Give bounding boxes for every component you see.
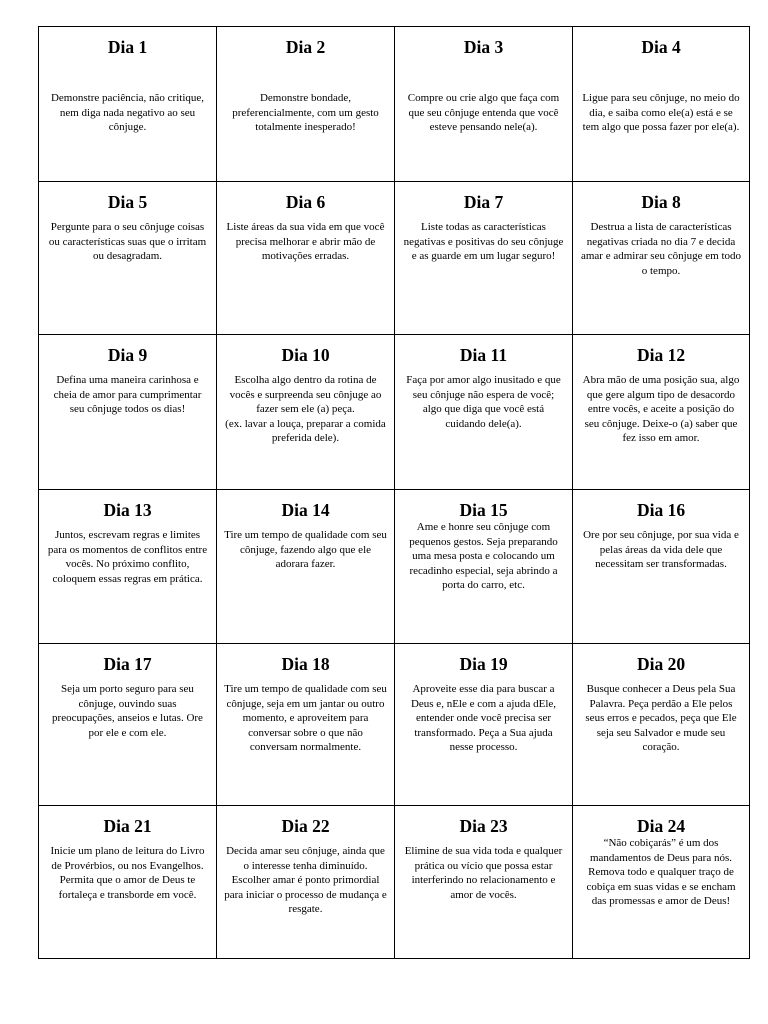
day-title: Dia 10 (281, 345, 330, 365)
day-card (395, 490, 573, 644)
day-text: Elimine de sua vida toda e qualquer prática ou vício que possa estar interferindo no relacionamento e amor de vocês. (404, 845, 563, 901)
day-title: Dia 3 (463, 37, 504, 57)
day-text: Liste áreas da sua vida em que você precisa melhorar e abrir mão de motivações erradas. (226, 221, 385, 263)
day-card (573, 335, 750, 490)
day-title: Dia 9 (107, 345, 148, 365)
day-card (39, 27, 217, 182)
day-text: Defina uma maneira carinhosa e cheia de amor para cumprimentar seu cônjuge todos os dias! (53, 374, 202, 416)
day-card (573, 806, 750, 959)
day-title: Dia 1 (107, 37, 148, 57)
day-text: Demonstre paciência, não critique, nem diga nada negativo ao seu cônjuge. (50, 92, 205, 134)
day-text: Pergunte para o seu cônjuge coisas ou características suas que o irritam ou desagradam. (48, 221, 207, 263)
day-title: Dia 8 (641, 192, 681, 212)
day-title: Dia 15 (459, 500, 508, 520)
day-card (395, 27, 573, 182)
day-text: Tire um tempo de qualidade com seu cônjuge, fazendo algo que ele adorara fazer. (224, 529, 387, 571)
day-card (217, 182, 395, 335)
day-cards-grid (38, 26, 750, 959)
day-card (217, 806, 395, 959)
day-title: Dia 6 (285, 192, 326, 212)
day-text: Juntos, escrevam regras e limites para os momentos de conflitos entre vocês. No próximo conflito, coloquem essas regras em prática. (47, 529, 208, 585)
day-title: Dia 4 (641, 37, 681, 57)
day-text: Ligue para seu cônjuge, no meio do dia, e saiba como ele(a) está e se tem algo que possa fazer por ele(a). (582, 92, 740, 134)
day-text: Ore por seu cônjuge, por sua vida e pelas áreas da vida dele que necessitam ser transformadas. (583, 529, 739, 571)
day-card (39, 182, 217, 335)
day-card (395, 182, 573, 335)
day-card (39, 806, 217, 959)
day-title: Dia 18 (281, 654, 330, 674)
day-text: Compre ou crie algo que faça com que seu cônjuge entenda que você esteve pensando nele(a). (407, 92, 560, 134)
day-text: Liste todas as características negativas e positivas do seu cônjuge e as guarde em um lugar seguro! (403, 221, 564, 263)
day-card (39, 644, 217, 806)
day-title: Dia 7 (463, 192, 504, 212)
day-title: Dia 5 (107, 192, 148, 212)
day-title: Dia 20 (636, 654, 686, 674)
day-title: Dia 16 (636, 500, 686, 520)
day-text: Escolha algo dentro da rotina de vocês e surpreenda seu cônjuge ao fazer sem ele (a) peça. (ex. lavar a louça, preparar a comida preferida dele). (225, 374, 386, 445)
day-text: Busque conhecer a Deus pela Sua Palavra. Peça perdão a Ele pelos seus erros e pecados, peça que Ele seja seu Salvador e mude seu coração. (585, 683, 737, 754)
day-card (395, 335, 573, 490)
day-text: Decida amar seu cônjuge, ainda que o interesse tenha diminuído. Escolher amar é ponto primordial para iniciar o processo de mudança e resgate. (224, 845, 387, 916)
day-card (573, 182, 750, 335)
day-card (573, 490, 750, 644)
day-title: Dia 13 (103, 500, 152, 520)
day-text: Seja um porto seguro para seu cônjuge, ouvindo suas preocupações, anseios e lutas. Ore por ele e com ele. (52, 683, 203, 739)
day-text: “Não cobiçarás” é um dos mandamentos de Deus para nós. Remova todo e qualquer traço de cobiça em suas vidas e se encham das promessas e amor de Deus! (586, 837, 736, 908)
day-text: Aproveite esse dia para buscar a Deus e, nEle e com a ajuda dEle, entender onde você precisa ser transformado. Peça a Sua ajuda nesse processo. (410, 683, 557, 754)
day-title: Dia 22 (281, 816, 330, 836)
day-card (395, 806, 573, 959)
day-card (39, 490, 217, 644)
day-card (395, 644, 573, 806)
day-card (217, 490, 395, 644)
day-text: Ame e honre seu cônjuge com pequenos gestos. Seja preparando uma mesa posta e colocando um recadinho especial, seja abrindo a porta do carro, etc. (409, 521, 558, 592)
day-title: Dia 23 (459, 816, 508, 836)
day-text: Destrua a lista de características negativas criada no dia 7 e decida amar e admirar seu cônjuge em todo o tempo. (580, 221, 742, 277)
day-title: Dia 12 (636, 345, 686, 365)
day-card (573, 644, 750, 806)
day-title: Dia 2 (285, 37, 326, 57)
day-text: Abra mão de uma posição sua, algo que gere algum tipo de desacordo entre vocês, e aceite a posição do seu cônjuge. Deixe-o (a) saber que fez isso em amor. (582, 374, 740, 445)
day-card (217, 644, 395, 806)
day-text: Inicie um plano de leitura do Livro de Provérbios, ou nos Evangelhos. Permita que o amor de Deus te fortaleça e transborde em você. (50, 845, 205, 901)
day-title: Dia 17 (103, 654, 152, 674)
day-card (39, 335, 217, 490)
day-card (217, 335, 395, 490)
day-title: Dia 14 (281, 500, 330, 520)
day-title: Dia 11 (459, 345, 508, 365)
day-title: Dia 19 (459, 654, 508, 674)
day-card (573, 27, 750, 182)
day-card (217, 27, 395, 182)
day-title: Dia 24 (636, 816, 686, 836)
day-text: Demonstre bondade, preferencialmente, com um gesto totalmente inesperado! (232, 92, 379, 134)
day-text: Faça por amor algo inusitado e que seu cônjuge não espera de você; algo que diga que você está cuidando dele(a). (406, 374, 561, 430)
day-text: Tire um tempo de qualidade com seu cônjuge, seja em um jantar ou outro momento, e aproveitem para conversar sobre o que não conversam normalmente. (224, 683, 387, 754)
day-title: Dia 21 (103, 816, 152, 836)
